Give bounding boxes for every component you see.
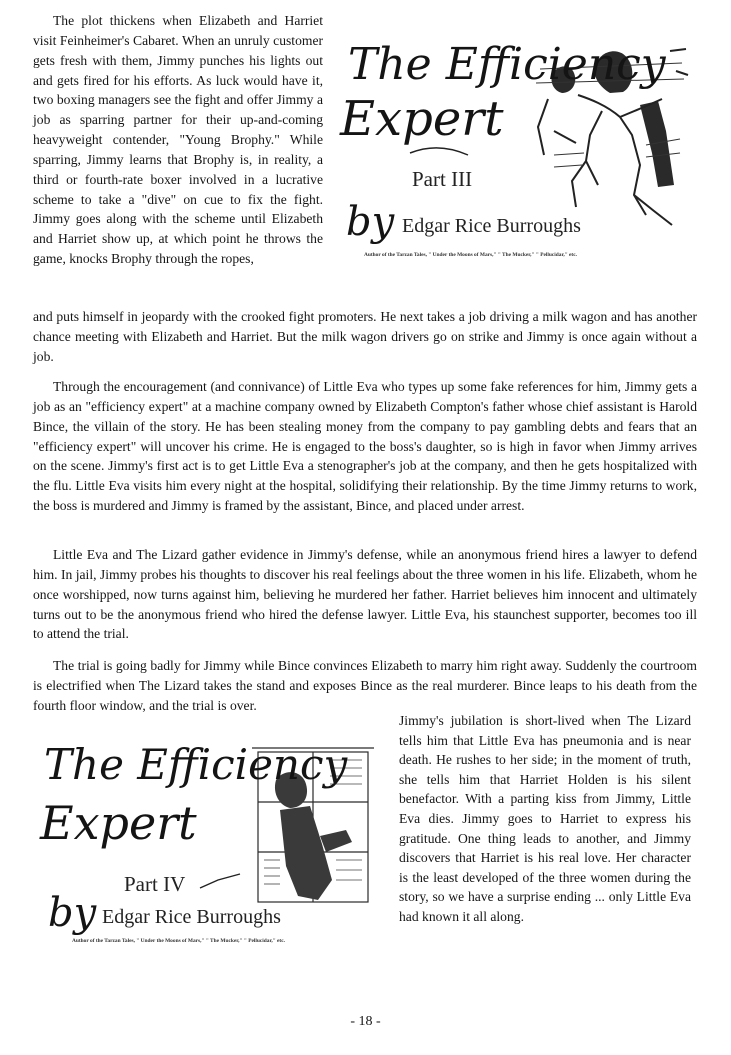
title-art-part-three <box>340 35 690 270</box>
paragraph-milk-wagon: and puts himself in jeopardy with the crooked fight promoters. He next takes a job driving a milk wagon and has another chance meeting with Elizabeth and Harriet. But the milk wagon drivers go on strike and Jimmy is once again without a job. <box>33 309 697 364</box>
paragraph-cabaret: The plot thickens when Elizabeth and Harriet visit Feinheimer's Cabaret. When an unruly customer gets fresh with them, Jimmy punches his lights out and gets fired for his efforts. As luck would have it, two boxing managers see the fight and offer Jimmy a job as sparring partner for their up-and-coming heavyweight contender, "Young Brophy." While sparring, Jimmy learns that Brophy is, in reality, a third or fourth-rate boxer involved in a lucrative scheme to take a "dive" on cue to fix the fight. Jimmy goes along with the scheme until Elizabeth and Harriet show up, at which point he throws the game, knocks Brophy through the ropes, <box>33 13 323 267</box>
part-label: Part IV <box>124 872 186 896</box>
title-line-the-efficiency: The Efficiency <box>348 39 666 90</box>
paragraph-lizard-evidence: Little Eva and The Lizard gather evidence in Jimmy's defense, while an anonymous friend hires a lawyer to defend him. In jail, Jimmy probes his thoughts to discover his real feelings about the three women in his life. Elizabeth, whom he once worshipped, now turns against him, believing he murdered her father. Harriet believes him innocent and ultimately turns out to be the anonymous friend who hired the defense lawyer. Little Eva, his staunchest supporter, becomes too ill to attend the trial. <box>33 547 697 642</box>
title-line-expert: Expert <box>40 796 197 850</box>
title-line-the-efficiency: The Efficiency <box>44 740 348 789</box>
by-script: by <box>48 890 97 936</box>
paragraph-ending: Jimmy's jubilation is short-lived when The Lizard tells him that Little Eva has pneumonia and is near death. He rushes to her side; in the moment of truth, she tells him that Harriet Holden is his silent benefactor. With a parting kiss from Jimmy, Little Eva dies. Jimmy goes to Harriet to express his gratitude. One thing leads to another, and Jimmy discovers that Harriet is his real love. Her character is the least developed of the three women during the story, so we have a surprise ending ... only Little Eva had known it all along. <box>399 713 691 924</box>
paragraph-trial: The trial is going badly for Jimmy while Bince convinces Elizabeth to marry him right away. Suddenly the courtroom is electrified when The Lizard takes the stand and exposes Bince as the real murderer. Bince leaps to his death from the fourth floor window, and the trial is over. <box>33 658 697 713</box>
author-name: Edgar Rice Burroughs <box>102 906 281 928</box>
by-script: by <box>346 199 395 245</box>
author-credit: Author of the Tarzan Tales, " Under the Moons of Mars," " The Mucker," " Pellucidar," etc. <box>364 252 577 258</box>
part-label: Part III <box>412 167 473 191</box>
author-credit: Author of the Tarzan Tales, " Under the Moons of Mars," " The Mucker," " Pellucidar," etc. <box>72 938 285 944</box>
title-art-part-four <box>40 740 385 960</box>
author-name: Edgar Rice Burroughs <box>402 215 581 237</box>
title-line-expert: Expert <box>340 91 504 147</box>
paragraph-efficiency-expert: Through the encouragement (and connivance) of Little Eva who types up some fake references for him, Jimmy gets a job as an "efficiency expert" at a machine company owned by Elizabeth Compton's father whose chief assistant is Harold Bince, the villain of the story. He has been stealing money from the company to pay gambling debts and fears that an "efficiency expert" will uncover his crime. He is engaged to the boss's daughter, so is high in favor when Jimmy arrives on the scene. Jimmy's first act is to get Little Eva a stenographer's job at the company, and then he gets hospitalized with the flu. Little Eva visits him every night at the hospital, solidifying their relationship. By the time Jimmy returns to work, the boss is murdered and Jimmy is framed by the assistant, Bince, and placed under arrest. <box>33 379 697 514</box>
page-number: - 18 - <box>350 1014 381 1029</box>
